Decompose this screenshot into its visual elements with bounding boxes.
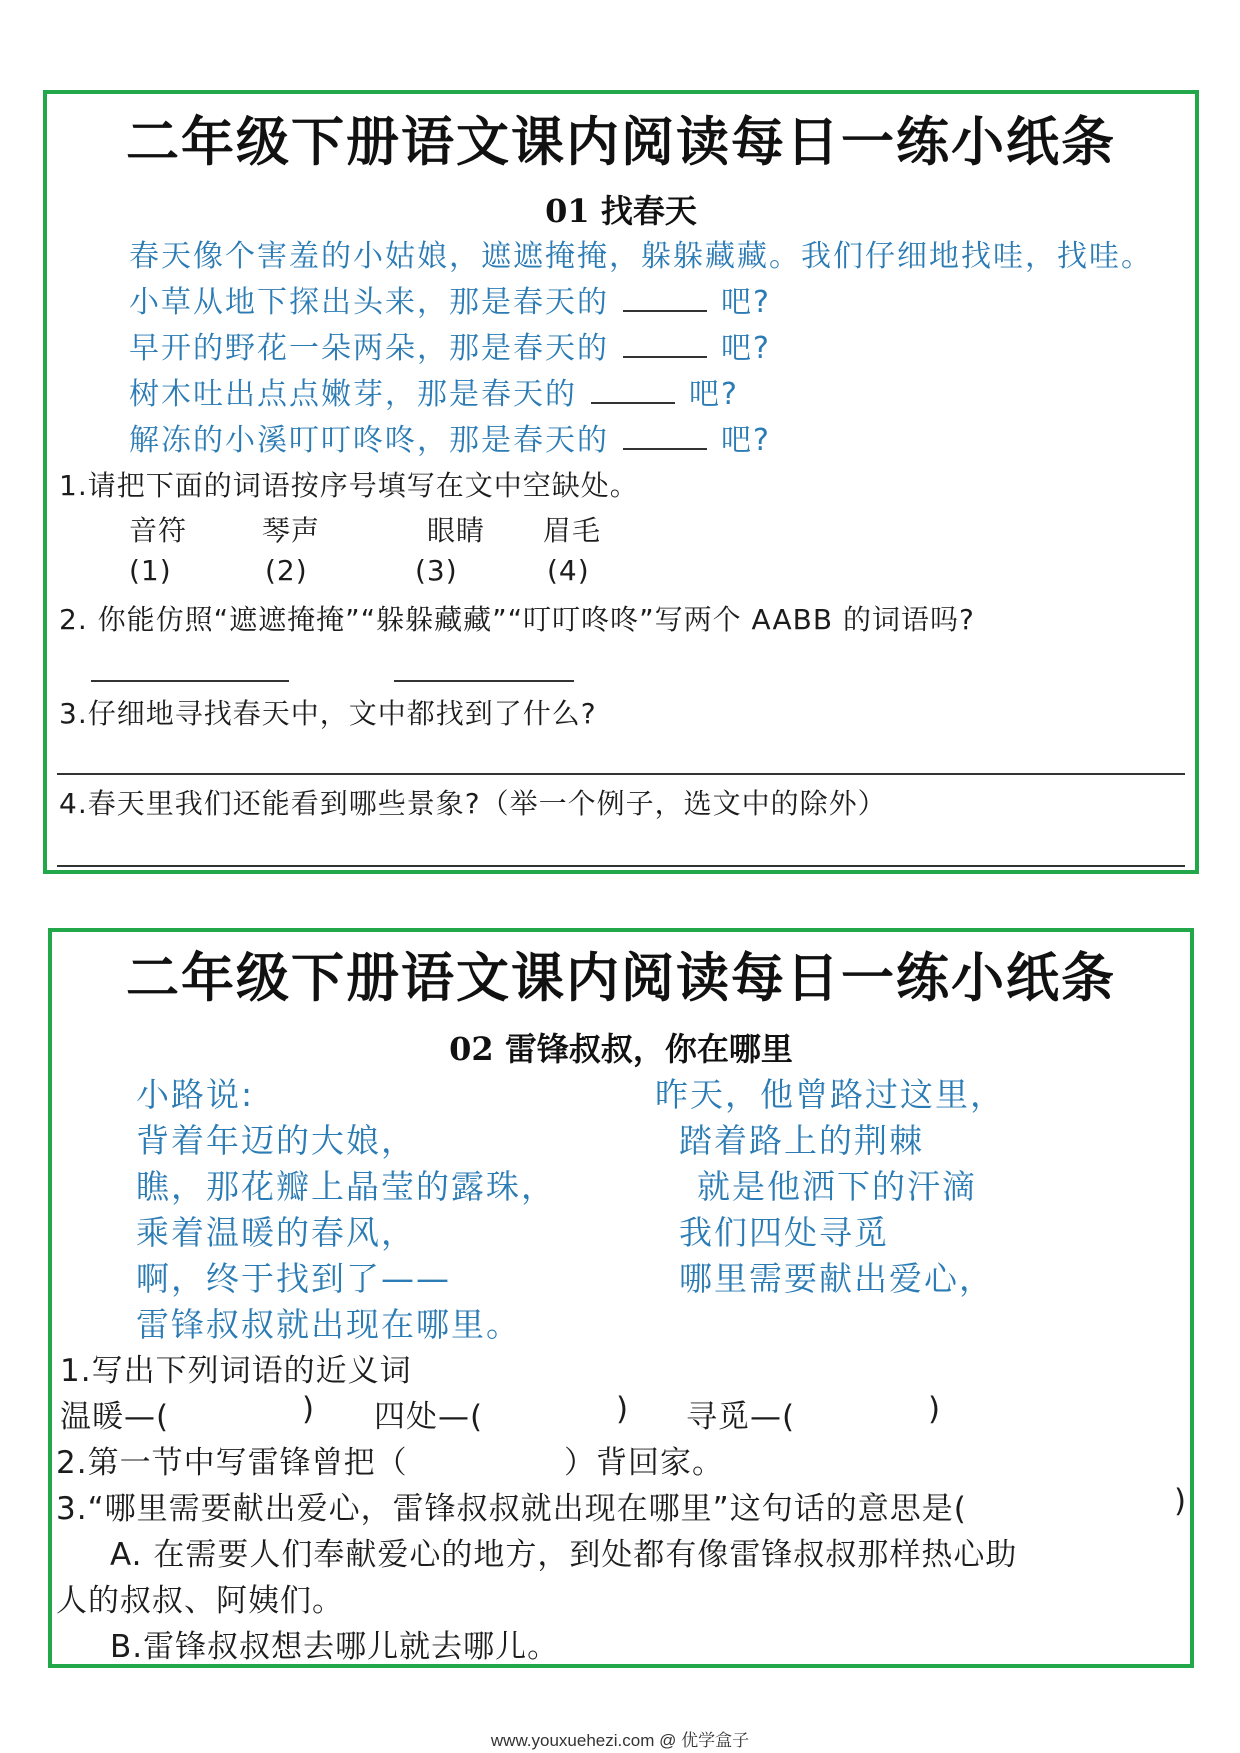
card-2-question-2-part-a: 2.第一节中写雷锋曾把（ — [56, 1445, 408, 1481]
worksheet-card-2 — [48, 928, 1194, 1668]
synonym-3-label: 寻觅—( — [686, 1399, 796, 1435]
synonym-1-close: ) — [302, 1391, 316, 1427]
synonym-3-close: ) — [928, 1391, 942, 1427]
synonym-2-close: ) — [616, 1391, 630, 1427]
card-2-question-1: 1.写出下列词语的近义词 — [60, 1353, 412, 1389]
poem-line-3: 早开的野花一朵两朵，那是春天的 吧? — [129, 331, 771, 366]
card-2-title: 二年级下册语文课内阅读每日一练小纸条 — [126, 947, 1116, 1009]
worksheet-card-1 — [43, 90, 1199, 874]
number-2: (2) — [265, 554, 308, 587]
card-2-question-3-close: ) — [1174, 1483, 1188, 1519]
number-1: (1) — [129, 554, 172, 587]
poem-blank-3[interactable] — [591, 376, 675, 404]
option-a-line-2: 人的叔叔、阿姨们。 — [56, 1583, 344, 1619]
answer-line-4[interactable] — [57, 865, 1185, 867]
question-1: 1.请把下面的词语按序号填写在文中空缺处。 — [59, 469, 639, 502]
poem-left-2: 背着年迈的大娘， — [136, 1121, 416, 1160]
question-4: 4.春天里我们还能看到哪些景象?（举一个例子，选文中的除外） — [59, 787, 887, 820]
poem-left-5: 啊，终于找到了—— — [136, 1259, 451, 1298]
number-4: (4) — [547, 554, 590, 587]
synonym-2-label: 四处—( — [374, 1399, 484, 1435]
answer-line-2b[interactable] — [394, 680, 574, 682]
poem-right-2: 踏着路上的荆棘 — [679, 1121, 924, 1160]
poem-line-5: 解冻的小溪叮叮咚咚，那是春天的 吧? — [129, 423, 771, 458]
word-1: 音符 — [129, 514, 188, 547]
answer-line-3[interactable] — [57, 773, 1185, 775]
poem-left-1: 小路说: — [136, 1075, 255, 1114]
poem-right-1: 昨天，他曾路过这里， — [655, 1075, 1005, 1114]
number-3: (3) — [415, 554, 458, 587]
option-b: B.雷锋叔叔想去哪儿就去哪儿。 — [110, 1629, 560, 1665]
footer-watermark: www.youxuehezi.com @ 优学盒子 — [490, 1731, 750, 1750]
poem-right-3: 就是他洒下的汗滴 — [697, 1167, 977, 1206]
poem-left-6: 雷锋叔叔就出现在哪里。 — [136, 1305, 521, 1344]
word-2: 琴声 — [262, 514, 321, 547]
poem-blank-4[interactable] — [623, 422, 707, 450]
option-a-line-1: A. 在需要人们奉献爱心的地方，到处都有像雷锋叔叔那样热心助 — [110, 1537, 1018, 1573]
poem-left-3: 瞧，那花瓣上晶莹的露珠， — [136, 1167, 556, 1206]
answer-line-2a[interactable] — [91, 680, 289, 682]
card-2-subtitle: 02 雷锋叔叔，你在哪里 — [449, 1030, 793, 1068]
question-3: 3.仔细地寻找春天中，文中都找到了什么? — [59, 697, 597, 730]
poem-line-1: 春天像个害羞的小姑娘，遮遮掩掩，躲躲藏藏。我们仔细地找哇，找哇。 — [129, 239, 1153, 274]
poem-blank-2[interactable] — [623, 330, 707, 358]
word-4: 眉毛 — [543, 514, 602, 547]
card-2-question-3: 3.“哪里需要献出爱心，雷锋叔叔就出现在哪里”这句话的意思是( — [56, 1491, 967, 1527]
poem-line-2: 小草从地下探出头来，那是春天的 吧? — [129, 285, 771, 320]
poem-left-4: 乘着温暖的春风， — [136, 1213, 416, 1252]
poem-line-4: 树木吐出点点嫩芽，那是春天的 吧? — [129, 377, 739, 412]
poem-blank-1[interactable] — [623, 284, 707, 312]
card-1-subtitle: 01 找春天 — [545, 192, 697, 230]
card-2-question-2-part-b: ）背回家。 — [564, 1445, 724, 1481]
poem-right-4: 我们四处寻觅 — [679, 1213, 889, 1252]
poem-right-5: 哪里需要献出爱心， — [679, 1259, 994, 1298]
synonym-1-label: 温暖—( — [60, 1399, 170, 1435]
word-3: 眼睛 — [427, 514, 486, 547]
question-2: 2. 你能仿照“遮遮掩掩”“躲躲藏藏”“叮叮咚咚”写两个 AABB 的词语吗? — [59, 603, 975, 636]
card-1-title: 二年级下册语文课内阅读每日一练小纸条 — [126, 111, 1116, 173]
